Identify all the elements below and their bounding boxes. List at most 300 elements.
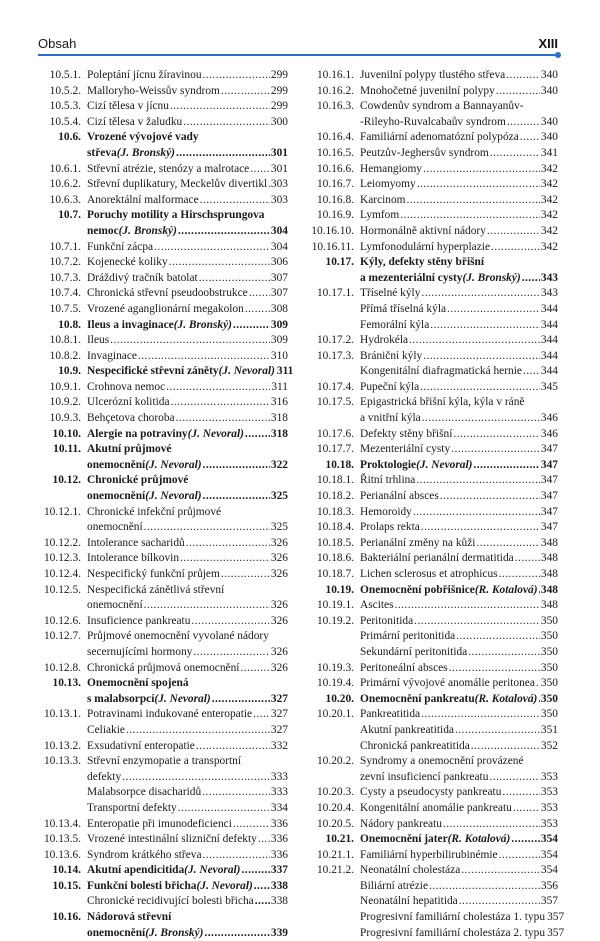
toc-entry-body: [360, 427, 558, 443]
toc-entry[interactable]: [310, 99, 558, 130]
toc-page-number: 348: [540, 583, 558, 596]
toc-entry-title: a vnitřní kýla: [360, 412, 421, 425]
toc-page-number: 326: [270, 614, 288, 627]
toc-page-number: 348: [540, 536, 558, 549]
toc-page-number: 348: [540, 552, 558, 565]
toc-entry[interactable]: [310, 255, 558, 286]
toc-leader-dots: [183, 115, 270, 131]
toc-entry[interactable]: [40, 333, 288, 349]
toc-entry[interactable]: [310, 817, 558, 833]
toc-page-number: 353: [540, 770, 558, 783]
toc-entry-body: [87, 551, 288, 567]
toc-entry-title: Epigastrická břišní kýla, kýla v ráně: [360, 396, 525, 409]
toc-entry-body: [360, 208, 558, 224]
toc-leader-dots: [523, 364, 540, 380]
toc-entry[interactable]: [40, 286, 288, 302]
toc-entry-line: [87, 848, 288, 864]
toc-entry-number: 10.21.1.: [316, 848, 354, 861]
toc-entry-body: [360, 505, 558, 521]
toc-entry[interactable]: [310, 333, 558, 349]
toc-entry[interactable]: [40, 380, 288, 396]
toc-entry-body: [360, 848, 558, 864]
toc-entry-line: [87, 614, 288, 630]
toc-entry-line: [360, 224, 558, 240]
toc-entry[interactable]: [40, 676, 288, 707]
toc-entry-line: [87, 349, 288, 365]
toc-entry-line: [360, 707, 558, 723]
toc-entry-title: Akutní apendicitida: [87, 864, 185, 877]
toc-page-number: 326: [270, 552, 288, 565]
toc-entry[interactable]: [310, 395, 558, 426]
toc-page-number: 342: [540, 240, 558, 253]
toc-entry-number: 10.20.5.: [316, 817, 354, 830]
toc-leader-dots: [254, 879, 270, 895]
toc-page-number: 350: [540, 708, 558, 721]
toc-entry[interactable]: [310, 286, 558, 333]
toc-entry-number: 10.16.10.: [311, 224, 354, 237]
toc-entry[interactable]: [40, 208, 288, 239]
toc-entry-line: [360, 723, 558, 739]
toc-entry-line: [87, 473, 288, 489]
toc-entry[interactable]: [40, 84, 288, 100]
toc-leader-dots: [233, 318, 270, 334]
toc-leader-dots: [429, 879, 540, 895]
toc-entry-author: (J. Nevoral): [218, 365, 275, 378]
toc-entry-body: [87, 583, 288, 614]
toc-entry-number: 10.19.2.: [316, 614, 354, 627]
toc-entry-number: 10.18.1.: [316, 474, 354, 487]
toc-entry-line: [87, 442, 288, 458]
toc-entry-number: 10.18.3.: [316, 505, 354, 518]
toc-leader-dots: [416, 473, 540, 489]
toc-entry-number: 10.12.8.: [43, 661, 81, 674]
toc-entry-body: [87, 832, 288, 848]
toc-leader-dots: [499, 848, 540, 864]
toc-entry-body: [87, 286, 288, 302]
toc-page-number: 339: [270, 926, 288, 939]
toc-entry-body: [360, 817, 558, 833]
toc-entry-body: [360, 661, 558, 677]
toc-entry[interactable]: [40, 99, 288, 115]
toc-entry-body: [360, 551, 558, 567]
toc-entry[interactable]: [40, 739, 288, 755]
toc-entry-title: Cysty a pseudocysty pankreatu: [360, 786, 502, 799]
toc-entry[interactable]: [310, 240, 558, 256]
toc-page-number: 344: [540, 334, 558, 347]
toc-entry[interactable]: [310, 551, 558, 567]
toc-page-number: 350: [540, 677, 558, 690]
toc-entry[interactable]: [310, 520, 558, 536]
toc-page-number: 340: [540, 84, 558, 97]
toc-entry[interactable]: [40, 130, 288, 161]
toc-entry[interactable]: [40, 193, 288, 209]
toc-entry-body: [360, 489, 558, 505]
toc-entry-line: [87, 817, 288, 833]
toc-entry-title: Kojenecké koliky: [87, 256, 168, 269]
toc-page-number: 347: [540, 443, 558, 456]
toc-entry-body: [360, 707, 558, 754]
toc-leader-dots: [430, 318, 540, 334]
toc-entry-number: 10.17.6.: [316, 427, 354, 440]
toc-leader-dots: [489, 770, 540, 786]
page-number: XIII: [538, 36, 558, 51]
toc-entry[interactable]: [40, 614, 288, 630]
toc-entry[interactable]: [40, 177, 288, 193]
toc-entry[interactable]: [310, 785, 558, 801]
toc-page-number: 325: [270, 521, 288, 534]
toc-entry-number: 10.17.3.: [316, 349, 354, 362]
toc-entry[interactable]: [40, 318, 288, 334]
toc-entry-author: (R. Kotalová): [447, 833, 511, 846]
toc-entry-title: onemocnění: [87, 599, 143, 612]
toc-entry-line: [360, 208, 558, 224]
toc-page-number: 338: [270, 879, 288, 892]
toc-entry-title: Tříselné kýly: [360, 287, 421, 300]
toc-entry[interactable]: [40, 567, 288, 583]
toc-leader-dots: [253, 707, 270, 723]
toc-entry-title: Peutzův-Jeghersův syndrom: [360, 146, 489, 159]
toc-entry-title: Potravinami indukované enteropatie: [87, 708, 253, 721]
toc-entry[interactable]: [40, 551, 288, 567]
toc-page-number: 301: [270, 162, 288, 175]
toc-entry-body: [87, 177, 288, 193]
toc-entry[interactable]: [40, 629, 288, 660]
toc-entry-title: Průjmové onemocnění vyvolané nádory: [87, 630, 269, 643]
toc-entry[interactable]: [40, 473, 288, 504]
toc-entry-title: onemocnění: [87, 521, 143, 534]
toc-entry-body: [360, 84, 558, 100]
toc-entry-line: [87, 707, 288, 723]
toc-entry[interactable]: [310, 676, 558, 692]
toc-entry-line: [360, 427, 558, 443]
toc-entry-line: [360, 879, 558, 895]
toc-entry-number: 10.19.4.: [316, 677, 354, 690]
toc-entry[interactable]: [310, 427, 558, 443]
toc-leader-dots: [138, 349, 270, 365]
toc-entry-number: 10.16.6.: [316, 162, 354, 175]
toc-page-number: 307: [270, 287, 288, 300]
toc-entry-line: [360, 614, 558, 630]
toc-entry-body: [87, 707, 288, 738]
toc-page-number: 300: [270, 115, 288, 128]
toc-entry-line: [87, 692, 288, 708]
toc-entry-title: Akutní pankreatitida: [360, 723, 454, 736]
toc-entry-number: 10.16.: [52, 911, 81, 924]
toc-page-number: 357: [540, 895, 558, 908]
toc-entry-line: [360, 115, 558, 131]
toc-entry-number: 10.12.6.: [43, 614, 81, 627]
toc-entry-number: 10.17.2.: [316, 334, 354, 347]
toc-entry-author: (J. Nevoral): [145, 458, 202, 471]
toc-page-number: 342: [540, 224, 558, 237]
toc-page-number: 354: [540, 833, 558, 846]
toc-leader-dots: [421, 707, 540, 723]
toc-entry[interactable]: [40, 661, 288, 677]
toc-entry[interactable]: [310, 146, 558, 162]
toc-entry-body: [87, 754, 288, 816]
toc-page-number: 350: [540, 692, 558, 705]
toc-entry-line: [87, 863, 288, 879]
toc-entry-body: [360, 785, 558, 801]
toc-entry[interactable]: [310, 177, 558, 193]
toc-entry[interactable]: [40, 349, 288, 365]
toc-entry-author: (J. Nevoral): [416, 458, 473, 471]
toc-leader-dots: [249, 286, 270, 302]
toc-entry[interactable]: [40, 427, 288, 443]
toc-entry[interactable]: [310, 68, 558, 84]
toc-entry-line: [87, 255, 288, 271]
toc-entry-line: [360, 739, 558, 755]
toc-entry[interactable]: [40, 411, 288, 427]
toc-page-number: 318: [270, 412, 288, 425]
toc-entry-title: Nespecifický funkční průjem: [87, 568, 220, 580]
toc-entry-line: [360, 286, 558, 302]
toc-entry-title: Hormonálně aktivní nádory: [360, 224, 486, 237]
toc-entry-line: [87, 832, 288, 848]
toc-entry[interactable]: [40, 302, 288, 318]
toc-entry-line: [360, 536, 558, 552]
toc-entry-number: 10.7.: [58, 209, 81, 222]
toc-page-number: 326: [270, 599, 288, 612]
toc-leader-dots: [126, 723, 270, 739]
toc-entry[interactable]: [40, 863, 288, 879]
toc-leader-dots: [110, 333, 270, 349]
toc-entry[interactable]: [40, 240, 288, 256]
toc-entry[interactable]: [310, 224, 558, 240]
toc-leader-dots: [447, 302, 540, 318]
toc-entry-body: [360, 380, 558, 396]
toc-entry[interactable]: [40, 442, 288, 473]
toc-entry-number: 10.5.3.: [49, 100, 81, 113]
toc-entry[interactable]: [40, 395, 288, 411]
toc-entry-number: 10.9.3.: [49, 412, 81, 425]
toc-entry[interactable]: [310, 832, 558, 848]
toc-entry-title: Funkční bolesti břicha: [87, 879, 197, 892]
toc-entry[interactable]: [40, 848, 288, 864]
toc-page-number: 350: [540, 614, 558, 627]
toc-entry[interactable]: [310, 583, 558, 599]
toc-entry-body: [87, 473, 288, 504]
toc-entry[interactable]: [40, 505, 288, 536]
toc-entry[interactable]: [310, 614, 558, 661]
toc-page-number: 350: [540, 630, 558, 643]
toc-entry-title: Dráždivý tračník batolat: [87, 271, 198, 284]
toc-entry-title: Mnohočetné juvenilní polypy: [360, 84, 495, 97]
toc-entry-title: Chronické infekční průjmové: [87, 505, 222, 518]
toc-entry-title: Onemocnění spojená: [87, 677, 189, 690]
toc-page-number: 333: [270, 786, 288, 799]
toc-page-number: 346: [540, 427, 558, 440]
toc-entry-title: Intolerance bílkovin: [87, 552, 180, 565]
toc-entry-number: 10.7.1.: [49, 240, 81, 253]
toc-entry-number: 10.16.5.: [316, 146, 354, 159]
toc-entry[interactable]: [310, 162, 558, 178]
toc-leader-dots: [422, 411, 540, 427]
toc-entry-title: Ulcerózní kolitida: [87, 396, 170, 409]
toc-leader-dots: [471, 739, 540, 755]
header-rule-dot: [555, 52, 561, 58]
toc-column-left: [40, 68, 294, 941]
toc-entry[interactable]: [40, 879, 288, 910]
toc-entry-line: [360, 629, 558, 645]
toc-page-number: 299: [270, 69, 288, 81]
toc-leader-dots: [203, 458, 270, 474]
toc-entry[interactable]: [40, 162, 288, 178]
toc-entry-body: [360, 676, 558, 692]
toc-entry[interactable]: [40, 910, 288, 941]
toc-entry-line: [360, 848, 558, 864]
toc-entry-line: [87, 411, 288, 427]
toc-entry-line: [360, 302, 558, 318]
toc-entry[interactable]: [40, 707, 288, 738]
toc-leader-dots: [221, 567, 270, 583]
toc-entry[interactable]: [310, 598, 558, 614]
toc-leader-dots: [191, 614, 269, 630]
toc-page-number: 306: [270, 256, 288, 269]
toc-page-number: 354: [540, 864, 558, 877]
toc-entry[interactable]: [310, 489, 558, 505]
toc-entry[interactable]: [40, 754, 288, 816]
toc-entry-title: onemocnění: [87, 458, 146, 471]
toc-entry-line: [87, 318, 288, 334]
toc-entry-number: 10.18.4.: [316, 521, 354, 534]
toc-entry[interactable]: [310, 707, 558, 754]
toc-leader-dots: [440, 489, 540, 505]
toc-entry-title: Cowdenův syndrom a Bannayanův-: [360, 100, 524, 113]
toc-entry[interactable]: [40, 255, 288, 271]
toc-entry[interactable]: [40, 115, 288, 131]
toc-entry[interactable]: [310, 505, 558, 521]
toc-entry-line: [360, 832, 558, 848]
toc-entry-number: 10.20.3.: [316, 786, 354, 799]
toc-leader-dots: [468, 645, 540, 661]
toc-entry-line: [360, 193, 558, 209]
toc-entry[interactable]: [310, 801, 558, 817]
toc-entry-line: [87, 598, 288, 614]
toc-entry-number: 10.12.7.: [43, 630, 81, 643]
toc-entry[interactable]: [310, 863, 565, 941]
toc-entry-line: [360, 676, 558, 692]
toc-entry-body: [360, 598, 558, 614]
toc-entry-body: [360, 286, 558, 333]
toc-page-number: 311: [271, 380, 288, 393]
toc-entry-number: 10.12.2.: [43, 536, 81, 549]
toc-leader-dots: [200, 193, 270, 209]
toc-page-number: 303: [270, 193, 288, 206]
toc-entry-body: [360, 520, 558, 536]
toc-leader-dots: [178, 224, 270, 240]
toc-entry[interactable]: [40, 832, 288, 848]
toc-entry-title: Peritoneální absces: [360, 661, 448, 674]
toc-entry-title: Familiární hyperbilirubinémie: [360, 848, 498, 861]
toc-entry-line: [87, 770, 288, 786]
toc-entry[interactable]: [310, 458, 558, 474]
toc-entry-title: Leiomyomy: [360, 178, 416, 191]
toc-entry[interactable]: [310, 380, 558, 396]
toc-entry-line: [360, 84, 558, 100]
toc-entry[interactable]: [310, 130, 558, 146]
toc-entry-line: [360, 754, 558, 770]
toc-page-number: 346: [540, 412, 558, 425]
toc-entry[interactable]: [310, 692, 558, 708]
toc-entry-title: onemocnění: [87, 490, 146, 503]
toc-entry-line: [360, 240, 558, 256]
toc-leader-dots: [258, 832, 270, 848]
toc-entry[interactable]: [40, 583, 288, 614]
toc-leader-dots: [122, 770, 270, 786]
toc-entry-title: Vrozené intestinální slizniční defekty: [87, 833, 257, 846]
toc-entry-number: 10.17.1.: [316, 287, 354, 300]
toc-page-number: 338: [270, 895, 288, 908]
toc-entry[interactable]: [310, 442, 558, 458]
toc-page-number: 348: [540, 568, 558, 580]
toc-entry-body: [87, 848, 288, 864]
toc-entry[interactable]: [310, 208, 558, 224]
toc-entry-line: [87, 520, 288, 536]
toc-entry-number: 10.9.1.: [49, 380, 81, 393]
toc-page-number: 327: [270, 723, 288, 736]
toc-entry-number: 10.7.4.: [49, 287, 81, 300]
toc-entry[interactable]: [40, 364, 294, 380]
toc-page-number: 308: [270, 302, 288, 315]
toc-leader-dots: [455, 723, 540, 739]
toc-leader-dots: [413, 505, 540, 521]
toc-page-number: 310: [270, 349, 288, 362]
toc-entry-line: [87, 162, 288, 178]
toc-entry-line: [87, 629, 288, 645]
toc-entry-line: [360, 770, 558, 786]
toc-entry-body: [87, 442, 288, 473]
toc-entry[interactable]: [310, 349, 558, 380]
toc-entry-number: 10.18.2.: [316, 490, 354, 503]
toc-leader-dots: [241, 863, 269, 879]
toc-entry[interactable]: [310, 848, 558, 864]
toc-entry[interactable]: [310, 567, 558, 583]
toc-entry-number: 10.13.4.: [43, 817, 81, 830]
toc-page-number: 326: [270, 536, 288, 549]
toc-entry[interactable]: [310, 473, 558, 489]
toc-entry-title: Malabsorpce disacharidů: [87, 786, 202, 799]
toc-leader-dots: [506, 68, 540, 84]
toc-entry-line: [360, 785, 558, 801]
toc-entry[interactable]: [40, 536, 288, 552]
toc-entry[interactable]: [310, 536, 558, 552]
toc-entry-line: [87, 99, 288, 115]
toc-page-number: 347: [540, 521, 558, 534]
toc-entry[interactable]: [40, 68, 288, 84]
toc-entry[interactable]: [310, 193, 558, 209]
toc-entry[interactable]: [310, 661, 558, 677]
toc-entry[interactable]: [40, 271, 288, 287]
toc-entry-title: Vrozené vývojové vady: [87, 131, 199, 144]
toc-entry[interactable]: [40, 817, 288, 833]
toc-entry[interactable]: [310, 84, 558, 100]
toc-entry-title: Akutní průjmové: [87, 443, 172, 456]
toc-entry[interactable]: [310, 754, 558, 785]
toc-leader-dots: [407, 193, 540, 209]
toc-entry-number: 10.13.: [52, 677, 81, 690]
toc-entry-number: 10.17.4.: [316, 380, 354, 393]
toc-entry-body: [87, 84, 288, 100]
toc-page-number: 327: [270, 692, 288, 705]
toc-page-number: 340: [540, 131, 558, 144]
toc-entry-title: Hemoroidy: [360, 505, 412, 518]
toc-entry-number: 10.18.7.: [316, 568, 354, 580]
toc-entry-title: Neonatální hepatitida: [360, 895, 458, 908]
toc-page-number: 309: [270, 334, 288, 347]
toc-entry-author: (J. Nevoral): [196, 879, 253, 892]
toc-entry-title: Malloryho-Weissův syndrom: [87, 84, 220, 97]
